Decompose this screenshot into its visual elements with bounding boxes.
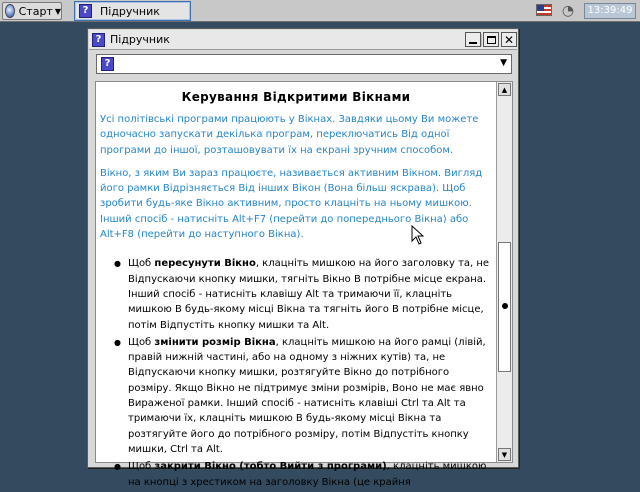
chevron-down-icon: ▼ — [54, 6, 61, 16]
topic-select[interactable] — [96, 54, 512, 74]
help-content — [95, 81, 513, 488]
list-item: ● Щоб пересунути Вікно, клацніть мишкою на його заголовку та, не Відпускаючи кнопку мишки, тягніть Вікно В потрібне місце екрана. Інший спосіб - натисніть клавішу Alt та тримаючи її, клацніть мишкою В будь-якому місці Вікна та тягніть його В потрібне місце, потім Відпустіть кнопку мишки та Alt. — [114, 256, 492, 332]
taskbar-item-pidruchnyk[interactable] — [74, 1, 191, 21]
clock-icon[interactable]: ◔ — [561, 3, 575, 19]
arrow-down-icon: ▼ — [501, 450, 508, 459]
minimize-icon — [469, 42, 477, 44]
start-button[interactable] — [2, 2, 62, 20]
scrollbar-grip-icon — [502, 303, 508, 309]
active-window-paragraph: Вікно, з яким Ви зараз працюєте, називається активним Вікном. Вигляд його рамки Відрізняється Від інших Вікон (Вона більш яскрава). Щоб зробити будь-яке Вікно активним, просто клацніть на ньому мишкою. Інший спосіб - натисніть Alt+F7 (перейти до попереднього Вікна) або Alt+F8 (перейти до наступного Вікна). — [100, 167, 483, 241]
vertical-scrollbar[interactable] — [496, 82, 512, 462]
clock-display[interactable]: 13:39:49 — [584, 3, 636, 19]
start-label: Старт — [18, 4, 53, 18]
chevron-down-icon[interactable]: ▼ — [500, 58, 507, 68]
taskbar — [0, 0, 640, 22]
help-window — [87, 28, 519, 488]
window-titlebar[interactable] — [89, 30, 517, 50]
instructions-list — [100, 256, 492, 489]
close-icon: ✕ — [503, 32, 515, 47]
start-logo-icon — [5, 4, 15, 18]
taskbar-item-label: Підручник — [100, 4, 160, 18]
mouse-cursor-icon — [411, 225, 425, 245]
minimize-button[interactable] — [465, 32, 481, 47]
window-title: Підручник — [110, 33, 170, 46]
intro-paragraph: Усі політівські програми працюють у Вікнах. Завдяки цьому Ви можете одночасно запускати декілька програм, переключатись Від одної програми до іншої, розташовувати їх на екрані зручним способом. — [100, 114, 479, 156]
help-icon[interactable]: ? — [92, 33, 105, 47]
maximize-icon — [487, 36, 496, 44]
scroll-up-button[interactable] — [498, 83, 511, 96]
us-flag-icon[interactable] — [536, 4, 552, 16]
help-icon: ? — [101, 57, 114, 71]
close-button[interactable] — [501, 32, 517, 47]
list-item: ● Щоб закрити Вікно (тобто Вийти з програми), клацніть мишкою на кнопці з хрестиком на заголовку Вікна (це крайня — [114, 459, 492, 490]
scrollbar-thumb[interactable] — [498, 242, 511, 372]
maximize-button[interactable] — [483, 32, 499, 47]
scroll-down-button[interactable] — [498, 448, 511, 461]
help-icon: ? — [79, 4, 92, 18]
help-document — [100, 86, 492, 492]
page-title: Керування Відкритими Вікнами — [181, 90, 411, 104]
list-item: ● Щоб змінити розмір Вікна, клацніть мишкою на його рамці (лівій, правій нижній частині, або на одному з ніжних кутів) та, не Відпускаючи кнопку мишки, розтягуйте Вікно до потрібного розміру. Якщо Вікно не підтримує зміни розмірів, Воно не має явно Вираженої рамки. Інший спосіб - натисніть клавіші Ctrl та Alt та тримаючи їх, клацніть мишкою В будь-якому місці Вікна та розтягуйте його до потрібного розміру, потім Відпустіть кнопку мишки, Ctrl та Alt. — [114, 335, 492, 457]
arrow-up-icon: ▲ — [501, 85, 508, 94]
